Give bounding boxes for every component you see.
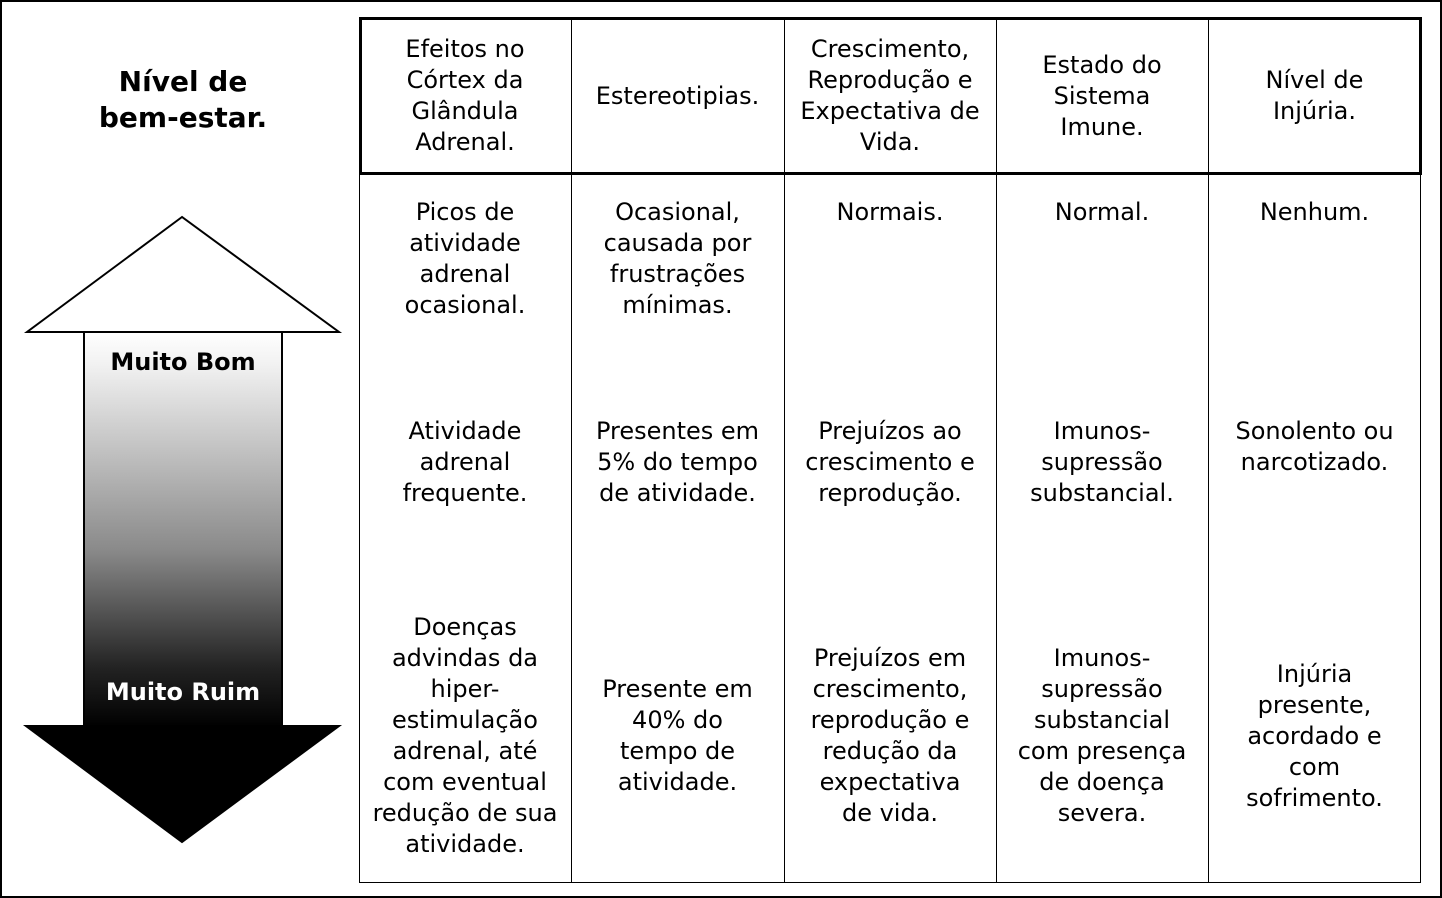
table-cell: Nenhum. xyxy=(1259,198,1370,226)
table-cell: Picos de atividade adrenal ocasional. xyxy=(404,198,526,319)
table-cell: Doenças advindas da hiper- estimulação adrenal, até com eventual redução de sua atividade. xyxy=(372,613,558,858)
arrow-down-head xyxy=(26,726,339,842)
arrow-label-very-good: Muito Bom xyxy=(110,348,256,376)
header-adrenal-cortex: Efeitos no Córtex da Glândula Adrenal. xyxy=(405,35,525,156)
arrow-label-very-bad: Muito Ruim xyxy=(105,678,261,706)
table-cell: Normal. xyxy=(1054,198,1150,226)
table-cell: Atividade adrenal frequente. xyxy=(402,417,528,507)
header-injury-level: Nível de Injúria. xyxy=(1265,66,1364,125)
wellbeing-title: Nível de bem-estar. xyxy=(98,65,268,134)
wellbeing-scale-arrow xyxy=(0,0,360,898)
table-cell: Ocasional, causada por frustrações mínimas. xyxy=(603,198,752,319)
header-immune-system: Estado do Sistema Imune. xyxy=(1042,50,1162,141)
table-cell: Injúria presente, acordado e com sofrimento. xyxy=(1246,659,1383,812)
table-cell: Prejuízos em crescimento, reprodução e redução da expectativa de vida. xyxy=(810,644,970,827)
welfare-table xyxy=(359,17,1422,883)
table-cell: Presentes em 5% do tempo de atividade. xyxy=(595,417,760,507)
arrow-shaft xyxy=(84,332,282,728)
arrow-up-head xyxy=(27,217,339,332)
table-cell: Imunos- supressão substancial com presença de doença severa. xyxy=(1017,644,1187,827)
table-cell: Imunos- supressão substancial. xyxy=(1030,417,1174,507)
table-cell: Presente em 40% do tempo de atividade. xyxy=(602,675,753,796)
header-stereotypies: Estereotipias. xyxy=(595,81,760,110)
table-cell: Prejuízos ao crescimento e reprodução. xyxy=(805,417,975,507)
header-growth-reproduction: Crescimento, Reprodução e Expectativa de Vida. xyxy=(800,35,980,156)
table-cell: Sonolento ou narcotizado. xyxy=(1235,417,1394,476)
table-cell: Normais. xyxy=(836,198,944,226)
